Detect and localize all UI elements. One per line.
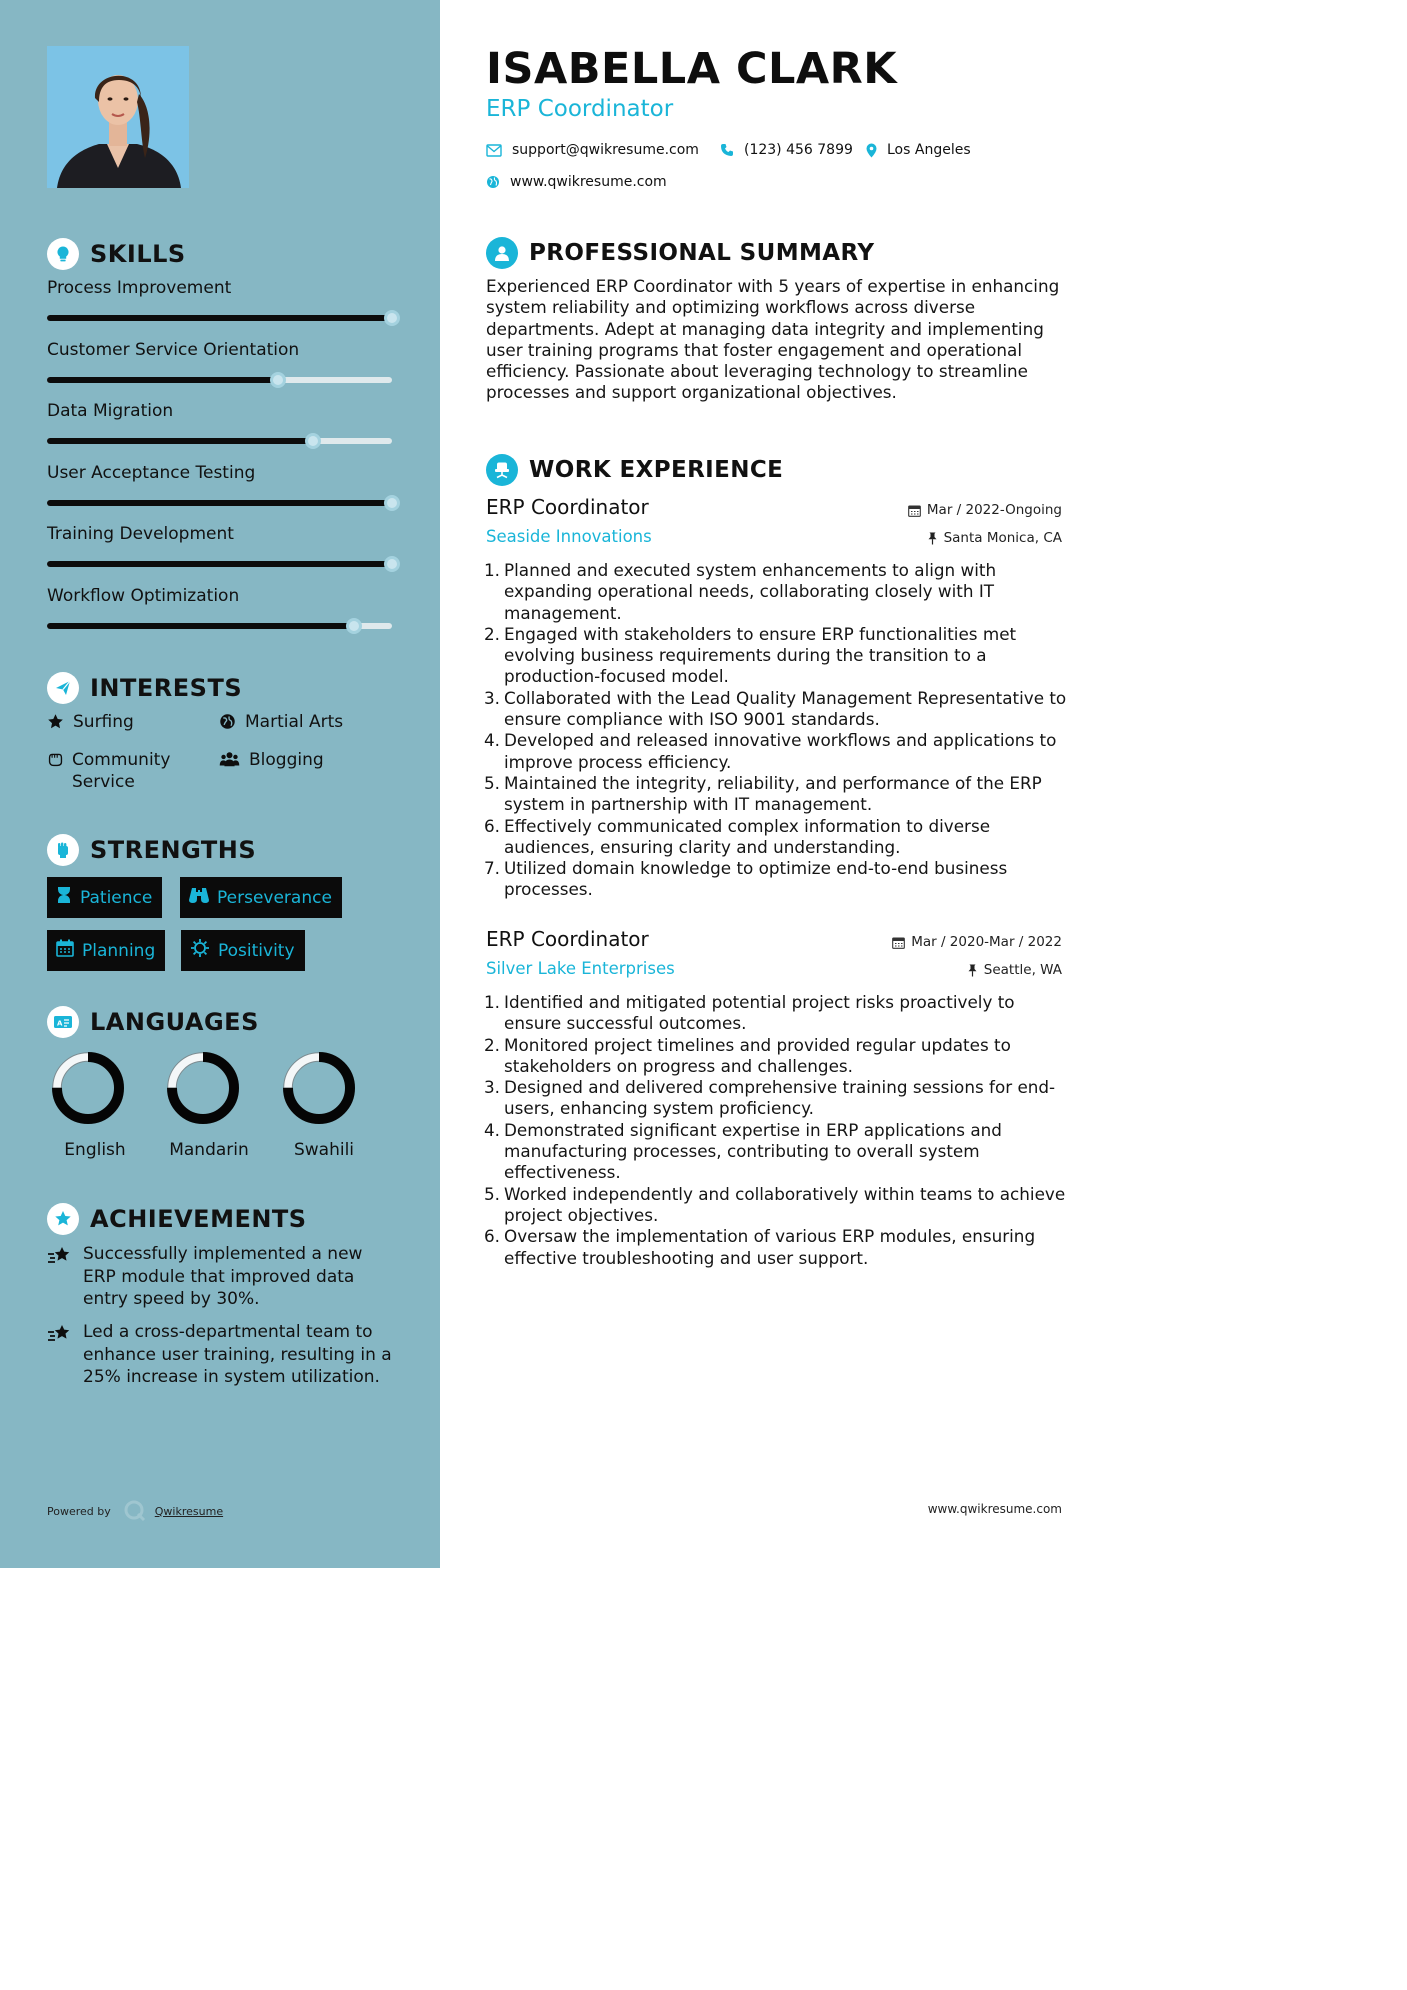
- achievement-item: [47, 1243, 397, 1311]
- language-label: Swahili: [293, 1140, 355, 1160]
- duty-item: [480, 688, 1070, 731]
- strength-chip-planning: [47, 930, 165, 971]
- interest-label: Community Service: [72, 750, 171, 792]
- skill-name: Training Development: [47, 524, 234, 544]
- calendar-icon: [908, 504, 921, 517]
- strength-chip-positivity: [181, 930, 305, 971]
- paper-plane-icon: [47, 672, 79, 704]
- duty-text: Utilized domain knowledge to optimize end-to-end business processes.: [504, 858, 1008, 900]
- duty-text: Designed and delivered comprehensive training sessions for end-users, enhancing system proficiency.: [504, 1077, 1056, 1119]
- language-card-icon: [47, 1006, 79, 1038]
- duty-text: Demonstrated significant expertise in ERP applications and manufacturing processes, contributing to overall system effectiveness.: [504, 1119, 1002, 1183]
- achievement-text: Successfully implemented a new ERP module that improved data entry speed by 30%.: [83, 1244, 363, 1309]
- lightbulb-icon: [47, 238, 79, 270]
- contact-email[interactable]: [486, 142, 699, 158]
- skill-level-fill: [47, 500, 392, 506]
- duty-text: Worked independently and collaboratively within teams to achieve project objectives.: [504, 1183, 1066, 1225]
- strength-label: Perseverance: [217, 887, 332, 908]
- duty-number: 1.: [483, 992, 500, 1012]
- star-icon: [47, 713, 65, 736]
- interests-heading: [47, 672, 242, 704]
- experience-heading: [486, 454, 783, 486]
- duty-item: [480, 1120, 1070, 1184]
- pushpin-icon: [967, 964, 978, 977]
- duty-number: 3.: [483, 687, 500, 708]
- star-badge-icon: [47, 1203, 79, 1235]
- job-duties-list: [480, 560, 1070, 901]
- achievements-heading: [47, 1203, 307, 1235]
- user-icon: [486, 237, 518, 269]
- job-location: [967, 962, 1062, 978]
- duty-number: 4.: [483, 730, 500, 751]
- strength-chip-perseverance: [180, 877, 342, 918]
- skill-level-bar: [47, 561, 392, 567]
- interests-title: INTERESTS: [90, 674, 243, 702]
- job-location-text: Seattle, WA: [983, 962, 1062, 978]
- contact-website[interactable]: [486, 174, 667, 190]
- candidate-role: ERP Coordinator: [486, 96, 674, 122]
- duty-item: [480, 1077, 1070, 1120]
- globe-icon: [486, 175, 500, 189]
- experience-title: WORK EXPERIENCE: [529, 457, 784, 483]
- calendar-icon: [56, 939, 74, 962]
- interest-label: Surfing: [73, 712, 134, 732]
- skill-name: Data Migration: [47, 401, 174, 421]
- skill-level-fill: [47, 623, 354, 629]
- powered-by-label: Powered by: [47, 1504, 111, 1518]
- duty-text: Oversaw the implementation of various ERP modules, ensuring effective troubleshooting and user support.: [504, 1226, 1036, 1268]
- duty-number: 5.: [483, 1183, 500, 1204]
- language-ring: [48, 1048, 128, 1132]
- summary-text: Experienced ERP Coordinator with 5 years of expertise in enhancing system reliability and optimizing workflows across diverse departments. Adept at managing data integrity and implementing user training programs that foster engagement and operational efficiency. Passionate about leveraging technology to streamline processes and support organizational objectives.: [486, 276, 1060, 403]
- map-pin-icon: [866, 143, 877, 158]
- shooting-star-icon: [47, 1323, 73, 1389]
- pushpin-icon: [927, 532, 938, 545]
- duty-number: 5.: [483, 772, 500, 793]
- skills-heading: [47, 238, 186, 270]
- skill-level-bar: [47, 377, 392, 383]
- duty-number: 1.: [483, 560, 500, 580]
- job-company: Silver Lake Enterprises: [486, 959, 675, 978]
- duty-number: 4.: [483, 1119, 500, 1140]
- job-dates: [908, 502, 1062, 518]
- office-chair-icon: [486, 454, 518, 486]
- website-text: www.qwikresume.com: [510, 174, 667, 190]
- strength-chip-patience: [47, 877, 162, 918]
- qwikresume-link[interactable]: Qwikresume: [154, 1504, 224, 1518]
- interest-label: Martial Arts: [245, 712, 344, 732]
- language-label: Mandarin: [169, 1140, 249, 1160]
- strength-label: Patience: [80, 887, 153, 908]
- duty-number: 2.: [483, 1034, 500, 1055]
- duty-number: 7.: [483, 858, 500, 879]
- hourglass-icon: [56, 886, 72, 909]
- sidebar: [0, 0, 440, 1568]
- fist-icon: [47, 834, 79, 866]
- summary-title: PROFESSIONAL SUMMARY: [529, 240, 875, 266]
- users-icon: [219, 751, 241, 774]
- interest-community-service: [47, 749, 207, 793]
- duty-item: [480, 560, 1070, 624]
- duty-number: 3.: [483, 1077, 500, 1098]
- languages-title: LANGUAGES: [90, 1008, 259, 1036]
- job-title: ERP Coordinator: [486, 927, 649, 951]
- footer-website[interactable]: www.qwikresume.com: [927, 1502, 1062, 1516]
- job-dates: [892, 934, 1062, 950]
- contact-location: [866, 142, 971, 158]
- skill-level-bar: [47, 623, 392, 629]
- duty-text: Engaged with stakeholders to ensure ERP functionalities met evolving business requirements during the transition to a production-focused model.: [504, 623, 1017, 687]
- skill-level-knob: [384, 495, 400, 511]
- skill-level-fill: [47, 377, 278, 383]
- shooting-star-icon: [47, 1245, 73, 1311]
- languages-heading: [47, 1006, 259, 1038]
- duty-text: Collaborated with the Lead Quality Management Representative to ensure compliance with ISO 9001 standards.: [504, 687, 1067, 730]
- qwikresume-logo-icon: [123, 1500, 147, 1522]
- hand-icon: [47, 751, 64, 774]
- duty-item: [480, 1226, 1070, 1269]
- job-location: [927, 530, 1062, 546]
- job-dates-text: Mar / 2020-Mar / 2022: [911, 934, 1062, 950]
- candidate-name: ISABELLA CLARK: [486, 44, 898, 94]
- interest-martial-arts: [219, 711, 343, 736]
- calendar-icon: [892, 936, 905, 949]
- interest-blogging: [219, 749, 324, 774]
- svg-text:A: A: [57, 1019, 63, 1028]
- duty-number: 6.: [483, 815, 500, 836]
- skill-level-bar: [47, 438, 392, 444]
- skill-level-knob: [384, 310, 400, 326]
- skill-level-bar: [47, 500, 392, 506]
- language-label: English: [64, 1140, 126, 1160]
- contact-phone[interactable]: [720, 142, 853, 158]
- phone-icon: [720, 143, 734, 157]
- skill-level-knob: [270, 372, 286, 388]
- globe-icon: [219, 713, 237, 736]
- sun-icon: [190, 938, 210, 963]
- interest-label: Blogging: [249, 750, 324, 770]
- skill-level-knob: [305, 433, 321, 449]
- interest-surfing: [47, 711, 134, 736]
- skill-name: Workflow Optimization: [47, 585, 240, 606]
- job-duties-list: [480, 992, 1070, 1269]
- language-ring: [279, 1048, 359, 1132]
- strength-label: Positivity: [218, 940, 295, 961]
- duty-text: Monitored project timelines and provided regular updates to stakeholders on progress and challenges.: [504, 1034, 1011, 1076]
- duty-item: [480, 858, 1070, 901]
- skills-title: SKILLS: [90, 240, 186, 268]
- phone-text: (123) 456 7899: [744, 142, 853, 158]
- duty-number: 2.: [483, 623, 500, 644]
- skill-level-knob: [346, 618, 362, 634]
- duty-text: Maintained the integrity, reliability, and performance of the ERP system in partnership with IT management.: [504, 772, 1042, 815]
- strength-label: Planning: [82, 940, 156, 961]
- skill-level-knob: [384, 556, 400, 572]
- skill-level-bar: [47, 315, 392, 321]
- duty-item: [480, 1035, 1070, 1078]
- duty-text: Effectively communicated complex information to diverse audiences, ensuring clarity and understanding.: [504, 815, 991, 857]
- powered-by: [47, 1500, 223, 1522]
- duty-item: [480, 624, 1070, 688]
- job-title: ERP Coordinator: [486, 495, 649, 519]
- skill-level-fill: [47, 315, 392, 321]
- achievements-title: ACHIEVEMENTS: [90, 1205, 307, 1233]
- job-dates-text: Mar / 2022-Ongoing: [926, 502, 1062, 518]
- duty-item: [480, 1184, 1070, 1227]
- envelope-icon: [486, 144, 502, 157]
- achievement-item: [47, 1321, 397, 1389]
- duty-item: [480, 992, 1070, 1035]
- skill-level-fill: [47, 561, 392, 567]
- binoculars-icon: [189, 887, 209, 908]
- duty-number: 6.: [483, 1226, 500, 1247]
- job-company: Seaside Innovations: [486, 527, 652, 546]
- duty-item: [480, 816, 1070, 859]
- duty-text: Identified and mitigated potential project risks proactively to ensure successful outcomes.: [504, 992, 1015, 1034]
- main-content: [440, 0, 1100, 1568]
- skill-name: Customer Service Orientation: [47, 339, 300, 360]
- summary-heading: [486, 237, 874, 269]
- strengths-title: STRENGTHS: [90, 836, 257, 864]
- skill-level-fill: [47, 438, 313, 444]
- location-text: Los Angeles: [887, 142, 971, 158]
- skill-name: User Acceptance Testing: [47, 462, 256, 483]
- duty-text: Developed and released innovative workflows and applications to improve process efficiency.: [504, 730, 1057, 772]
- duty-text: Planned and executed system enhancements to align with expanding operational needs, collaborating closely with IT management.: [504, 560, 997, 623]
- skill-name: Process Improvement: [47, 278, 232, 298]
- language-ring: [163, 1048, 243, 1132]
- achievement-text: Led a cross-departmental team to enhance user training, resulting in a 25% increase in system utilization.: [83, 1322, 392, 1387]
- duty-item: [480, 773, 1070, 816]
- strengths-heading: [47, 834, 256, 866]
- duty-item: [480, 730, 1070, 773]
- job-location-text: Santa Monica, CA: [943, 530, 1062, 546]
- email-text: support@qwikresume.com: [512, 142, 699, 158]
- profile-photo: [47, 46, 189, 188]
